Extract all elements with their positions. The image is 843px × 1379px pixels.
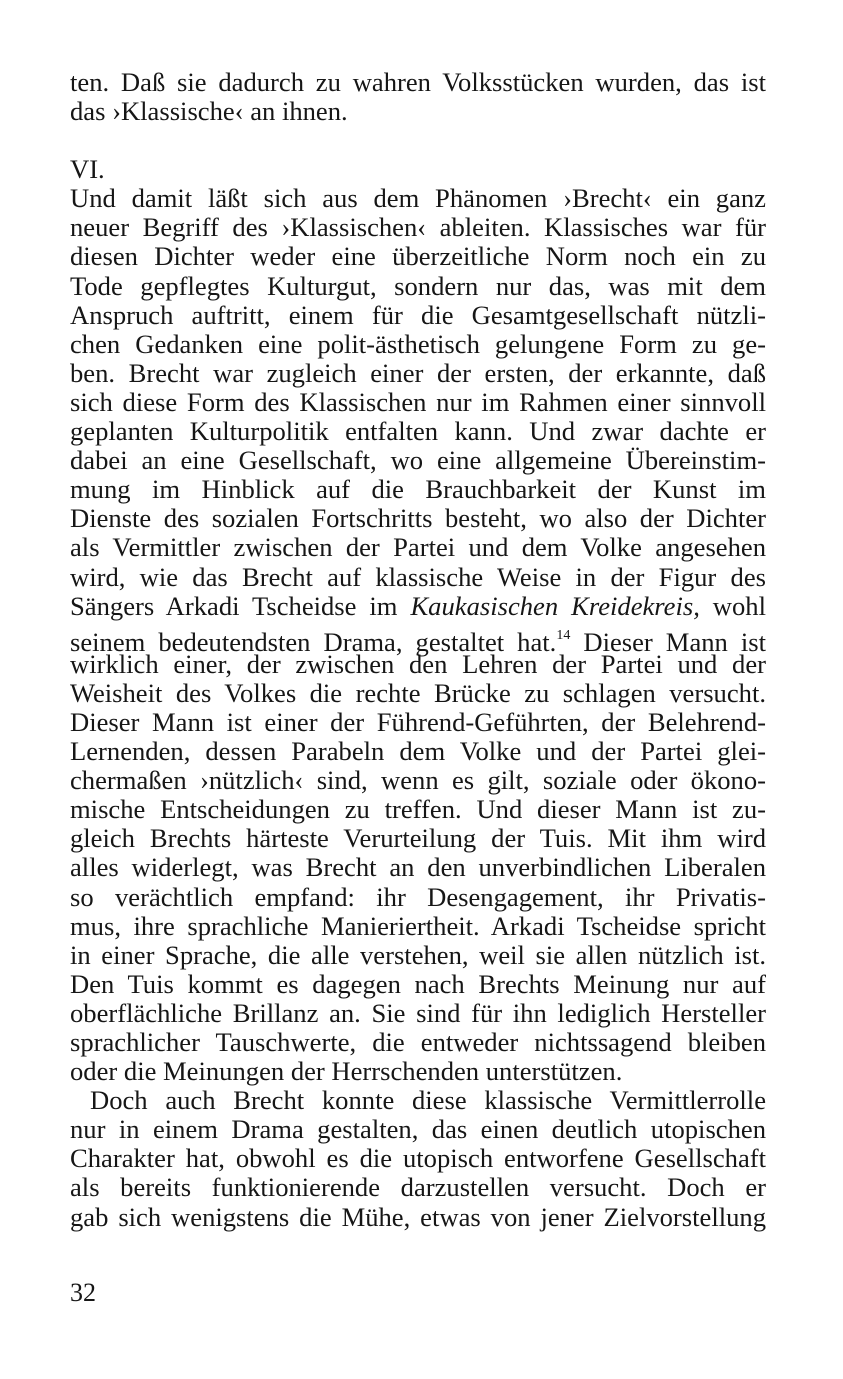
- text-line: oberflächliche Brillanz an. Sie sind für ihn lediglich Hersteller: [70, 997, 766, 1028]
- text-line: Dienste des sozialen Fortschritts besteht, wo also der Dichter: [70, 503, 766, 534]
- text-line: mung im Hinblick auf die Brauchbarkeit der Kunst im: [70, 474, 766, 505]
- section-gap: [70, 126, 766, 155]
- text-line: das ›Klassische‹ an ihnen.: [70, 96, 348, 127]
- work-title: Kaukasischen Kreidekreis,: [410, 590, 700, 621]
- text-line: mische Entscheidungen zu treffen. Und dieser Mann ist zu-: [70, 794, 766, 825]
- text-line: gleich Brechts härteste Verurteilung der Tuis. Mit ihm wird: [70, 823, 766, 854]
- text-line: wird, wie das Brecht auf klassische Weise in der Figur des: [70, 561, 766, 592]
- text-line: mus, ihre sprachliche Manieriertheit. Arkadi Tscheidse spricht: [70, 910, 766, 941]
- text-line: Doch auch Brecht konnte diese klassische Vermittlerrolle: [90, 1085, 766, 1116]
- page-number: 32: [70, 1278, 96, 1307]
- text-line: Und damit läßt sich aus dem Phänomen ›Brecht‹ ein ganz: [70, 183, 766, 214]
- text-line: als Vermittler zwischen der Partei und dem Volke angesehen: [70, 532, 766, 563]
- text-line: als bereits funktionierende darzustellen versucht. Doch er: [70, 1172, 766, 1203]
- text-line: Dieser Mann ist einer der Führend-Geführten, der Belehrend-: [70, 706, 766, 737]
- text-run: Dieser Mann ist: [570, 626, 766, 657]
- text-line: dabei an eine Gesellschaft, wo eine allgemeine Übereinstim-: [70, 445, 766, 476]
- text-line: nur in einem Drama gestalten, das einen deutlich utopischen: [70, 1114, 766, 1145]
- text-line-with-footnote: [70, 621, 766, 657]
- footnote-reference[interactable]: 14: [556, 627, 571, 643]
- text-line: chen Gedanken eine polit-ästhetisch gelungene Form zu ge-: [70, 328, 766, 359]
- text-line: neuer Begriff des ›Klassischen‹ ableiten. Klassisches war für: [70, 212, 766, 243]
- text-line: wirklich einer, der zwischen den Lehren der Partei und der: [70, 648, 766, 679]
- text-line: Anspruch auftritt, einem für die Gesamtgesellschaft nützli-: [70, 299, 766, 330]
- text-line: sprachlicher Tauschwerte, die entweder nichtssagend bleiben: [70, 1027, 766, 1057]
- text-run: Sängers Arkadi Tscheidse im: [70, 590, 411, 621]
- text-line: diesen Dichter weder eine überzeitliche Norm noch ein zu: [70, 241, 766, 272]
- text-line: chermaßen ›nützlich‹ sind, wenn es gilt, soziale oder ökono-: [70, 765, 766, 796]
- section-heading: VI.: [70, 154, 105, 185]
- text-line: sich diese Form des Klassischen nur im Rahmen einer sinnvoll: [70, 386, 766, 417]
- text-line: Den Tuis kommt es dagegen nach Brechts Meinung nur auf: [70, 968, 766, 999]
- text-run: seinem bedeutendsten Drama, gestaltet hat.: [70, 626, 557, 657]
- text-line: Weisheit des Volkes die rechte Brücke zu schlagen versucht.: [70, 677, 766, 708]
- text-line: Tode gepflegtes Kulturgut, sondern nur das, was mit dem: [70, 270, 766, 301]
- text-line: Charakter hat, obwohl es die utopisch entworfene Gesellschaft: [70, 1143, 766, 1174]
- text-line: ten. Daß sie dadurch zu wahren Volksstücken wurden, das ist: [70, 67, 766, 97]
- text-run: wohl: [699, 590, 766, 621]
- text-line: oder die Meinungen der Herrschenden unterstützen.: [70, 1056, 623, 1087]
- body-text: [70, 68, 766, 1232]
- text-line: so verächtlich empfand: ihr Desengagement, ihr Privatis-: [70, 881, 766, 912]
- text-line: gab sich wenigstens die Mühe, etwas von jener Zielvorstellung: [70, 1201, 766, 1232]
- text-line-with-work-title: [70, 592, 766, 621]
- text-line: alles widerlegt, was Brecht an den unverbindlichen Liberalen: [70, 852, 766, 883]
- text-line: geplanten Kulturpolitik entfalten kann. Und zwar dachte er: [70, 416, 766, 447]
- text-line: ben. Brecht war zugleich einer der ersten, der erkannte, daß: [70, 357, 766, 388]
- text-line: Lernenden, dessen Parabeln dem Volke und der Partei glei-: [70, 736, 766, 767]
- text-line: in einer Sprache, die alle verstehen, weil sie allen nützlich ist.: [70, 939, 766, 970]
